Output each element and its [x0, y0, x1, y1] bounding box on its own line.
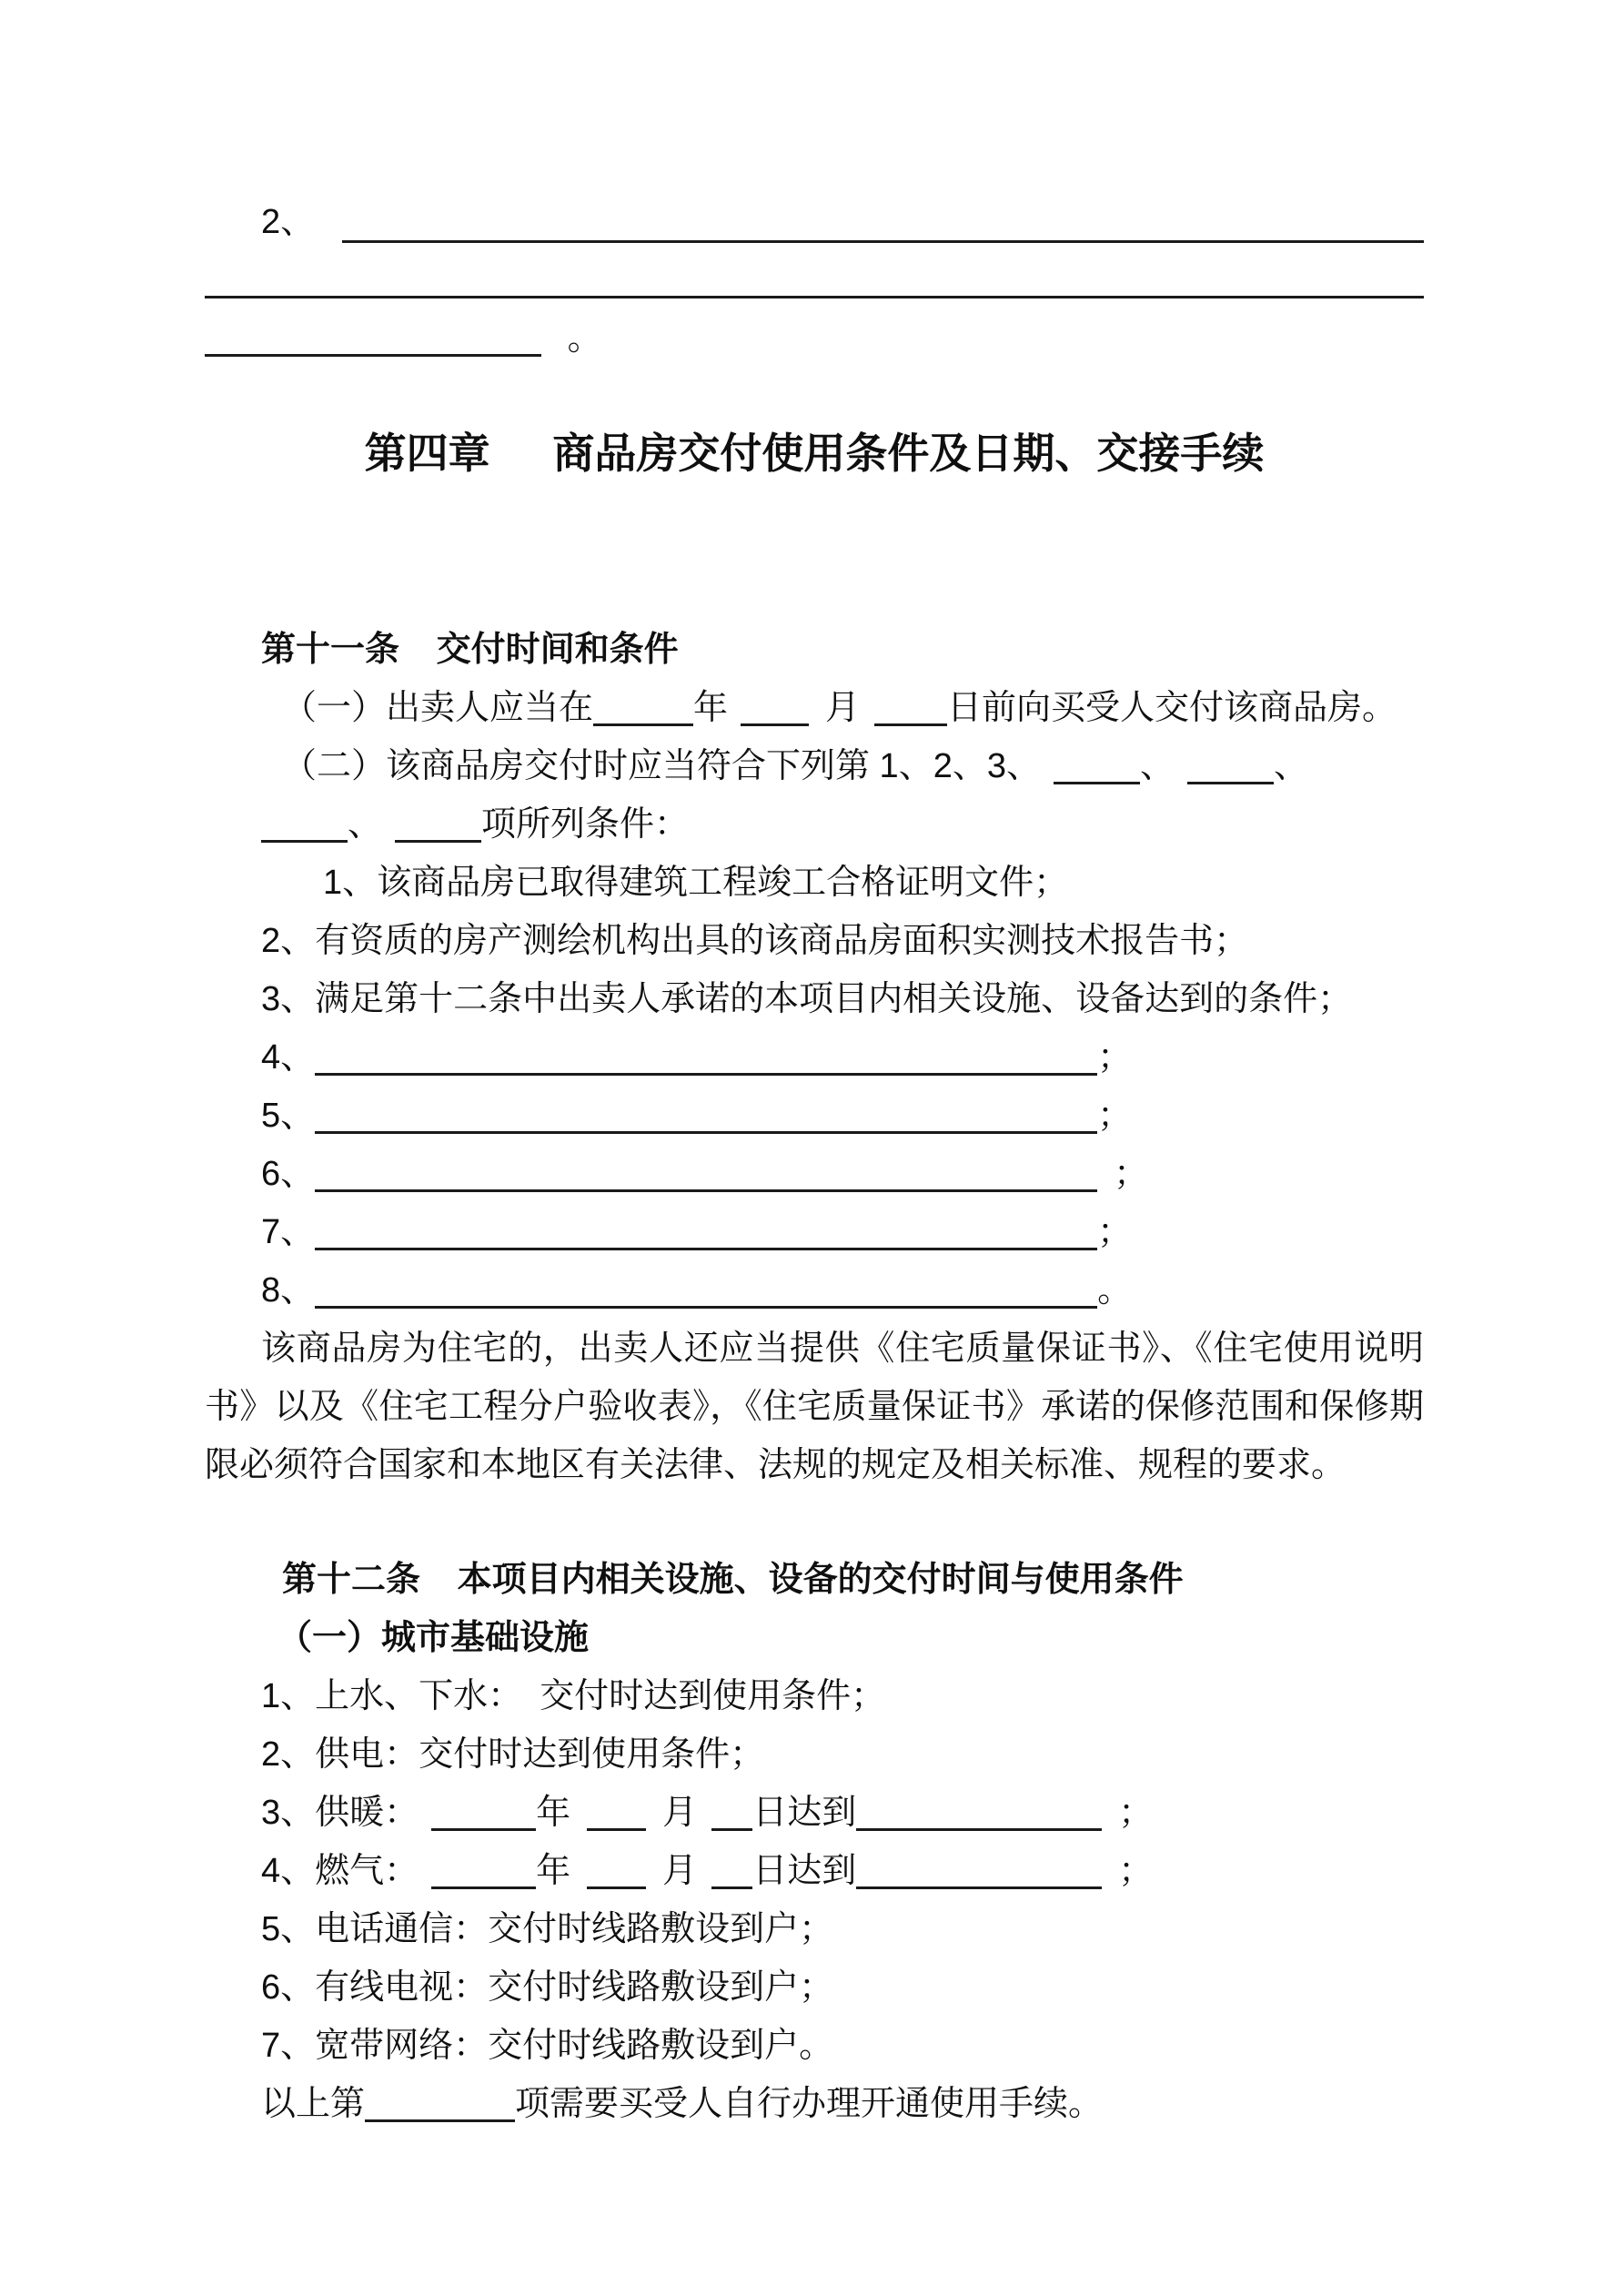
- note-text: 以上第: [261, 2085, 366, 2123]
- blank-continuation-end-line: [205, 309, 1424, 368]
- enum-comma: 、: [1139, 747, 1175, 785]
- condition-item-6: [205, 1145, 1424, 1203]
- fill-in-blank-month: [587, 1797, 646, 1831]
- fill-in-blank-condition: [856, 1856, 1102, 1889]
- month-label: 月: [662, 1794, 698, 1832]
- fill-in-blank: [205, 265, 1424, 298]
- fill-in-blank-item: [395, 809, 481, 843]
- enum-comma: 、: [348, 805, 383, 844]
- fill-in-blank-day: [711, 1797, 752, 1831]
- list-item-number: 6、: [261, 1968, 316, 2007]
- list-item-number: 8、: [261, 1271, 316, 1310]
- condition-item-7: [205, 1203, 1424, 1261]
- condition-item-5: [205, 1087, 1424, 1145]
- infrastructure-item-2: [205, 1725, 1424, 1784]
- fill-in-blank-year: [431, 1797, 536, 1831]
- list-item-text: 宽带网络：交付时线路敷设到户。: [315, 2027, 834, 2065]
- month-label: 月: [662, 1852, 698, 1890]
- clause-text: （一）出卖人应当在: [282, 689, 594, 727]
- condition-item-4: [205, 1028, 1424, 1087]
- punctuation: ；: [1097, 1097, 1133, 1135]
- period-mark: 。: [567, 319, 602, 358]
- note-text: 项需要买受人自行办理开通使用手续。: [515, 2085, 1104, 2123]
- list-item-number: 5、: [261, 1910, 316, 1948]
- fill-in-blank-item: [1054, 751, 1140, 784]
- list-item-text: 供电：交付时达到使用条件；: [315, 1735, 765, 1774]
- condition-item-3: [205, 970, 1424, 1028]
- fill-in-blank-item: [261, 809, 348, 843]
- year-label: 年: [536, 1794, 571, 1832]
- article-title: 交付时间和条件: [436, 631, 679, 669]
- list-item-number: 2、: [261, 1735, 316, 1774]
- punctuation: ；: [1118, 1852, 1154, 1890]
- infrastructure-item-5: [205, 1900, 1424, 1958]
- list-item-number: 2、: [261, 203, 316, 241]
- list-item-number: 5、: [261, 1097, 316, 1135]
- list-item-number: 3、: [261, 980, 316, 1018]
- utility-label: 供暖：: [315, 1794, 419, 1832]
- blank-continuation-line: [205, 251, 1424, 309]
- reach-label: 日达到: [752, 1852, 857, 1890]
- article-11-clause-2: [205, 737, 1424, 795]
- article-11-heading: [205, 621, 1424, 679]
- fill-in-blank: [342, 209, 1424, 243]
- self-activation-note: [205, 2075, 1424, 2133]
- fill-in-blank-day: [874, 693, 947, 726]
- infrastructure-item-4-gas: [205, 1842, 1424, 1900]
- utility-label: 燃气：: [315, 1852, 419, 1890]
- infrastructure-item-7: [205, 2017, 1424, 2075]
- infrastructure-item-6: [205, 1958, 1424, 2017]
- fill-in-blank: [205, 323, 541, 357]
- list-item-number: 7、: [261, 2027, 316, 2065]
- year-label: 年: [536, 1852, 571, 1890]
- punctuation: 。: [1097, 1271, 1133, 1310]
- infrastructure-item-3-heating: [205, 1784, 1424, 1842]
- article-11-clause-2-continued: [205, 795, 1424, 854]
- list-item-text: 电话通信：交付时线路敷设到户；: [315, 1910, 834, 1948]
- list-item-number: 4、: [261, 1852, 316, 1890]
- article-12-heading: [205, 1551, 1424, 1609]
- clause-text: 项所列条件：: [481, 805, 690, 844]
- fill-in-blank: [315, 1100, 1097, 1134]
- condition-item-2: [205, 912, 1424, 970]
- article-11-clause-1: [205, 679, 1424, 737]
- fill-in-blank-month: [587, 1856, 646, 1889]
- article-number: 第十二条: [282, 1561, 421, 1599]
- list-item-text: 该商品房已取得建筑工程竣工合格证明文件；: [377, 864, 1069, 902]
- enum-comma: 、: [1273, 747, 1308, 785]
- chapter-name: 商品房交付使用条件及日期、交接手续: [552, 430, 1265, 477]
- list-item-number: 3、: [261, 1794, 316, 1832]
- list-item-text: 满足第十二条中出卖人承诺的本项目内相关设施、设备达到的条件；: [315, 980, 1353, 1018]
- condition-item-8: [205, 1261, 1424, 1320]
- fill-in-blank: [315, 1275, 1097, 1309]
- list-item-number: 2、: [261, 922, 316, 960]
- reach-label: 日达到: [752, 1794, 857, 1832]
- clause-text: （二）该商品房交付时应当符合下列第 1、2、3、: [282, 747, 1041, 785]
- infrastructure-item-1: [205, 1667, 1424, 1725]
- list-item-number: 6、: [261, 1155, 316, 1193]
- year-label: 年: [693, 689, 729, 727]
- condition-item-1: [205, 854, 1424, 912]
- list-item-number: 1、: [323, 864, 378, 902]
- punctuation: ；: [1118, 1794, 1154, 1832]
- fill-in-blank-day: [711, 1856, 752, 1889]
- list-item-text: 上水、下水： 交付时达到使用条件；: [315, 1677, 886, 1715]
- fill-in-blank: [315, 1042, 1097, 1076]
- list-item-text: 有资质的房产测绘机构出具的该商品房面积实测技术报告书；: [315, 922, 1249, 960]
- chapter-number: 第四章: [364, 430, 490, 477]
- fill-in-blank-condition: [856, 1797, 1102, 1831]
- list-item-number: 7、: [261, 1213, 316, 1251]
- fill-in-blank-items: [365, 2089, 515, 2122]
- punctuation: ；: [1114, 1155, 1149, 1193]
- month-label: 月: [825, 689, 861, 727]
- list-item-number: 4、: [261, 1038, 316, 1077]
- clause-text: 日前向买受人交付该商品房。: [947, 689, 1397, 727]
- fill-in-blank-month: [741, 693, 809, 726]
- fill-in-blank: [315, 1217, 1097, 1250]
- fill-in-blank-year: [431, 1856, 536, 1889]
- blank-clause-2-line: [205, 193, 1424, 251]
- list-item-number: 1、: [261, 1677, 316, 1715]
- fill-in-blank: [315, 1158, 1097, 1192]
- fill-in-blank-item: [1187, 751, 1274, 784]
- chapter-title: [205, 420, 1424, 486]
- punctuation: ；: [1097, 1038, 1133, 1077]
- article-12-subheading: （一）城市基础设施: [277, 1619, 590, 1657]
- fill-in-blank-year: [593, 693, 693, 726]
- residential-warranty-paragraph: 该商品房为住宅的，出卖人还应当提供《住宅质量保证书》、《住宅使用说明书》以及《住宅工程分户验收表》，《住宅质量保证书》承诺的保修范围和保修期限必须符合国家和本地区有关法律、法规的规定及相关标准、规程的要求。: [205, 1330, 1424, 1484]
- punctuation: ；: [1097, 1213, 1133, 1251]
- article-title: 本项目内相关设施、设备的交付时间与使用条件: [457, 1561, 1184, 1599]
- article-number: 第十一条: [261, 631, 400, 669]
- list-item-text: 有线电视：交付时线路敷设到户；: [315, 1968, 834, 2007]
